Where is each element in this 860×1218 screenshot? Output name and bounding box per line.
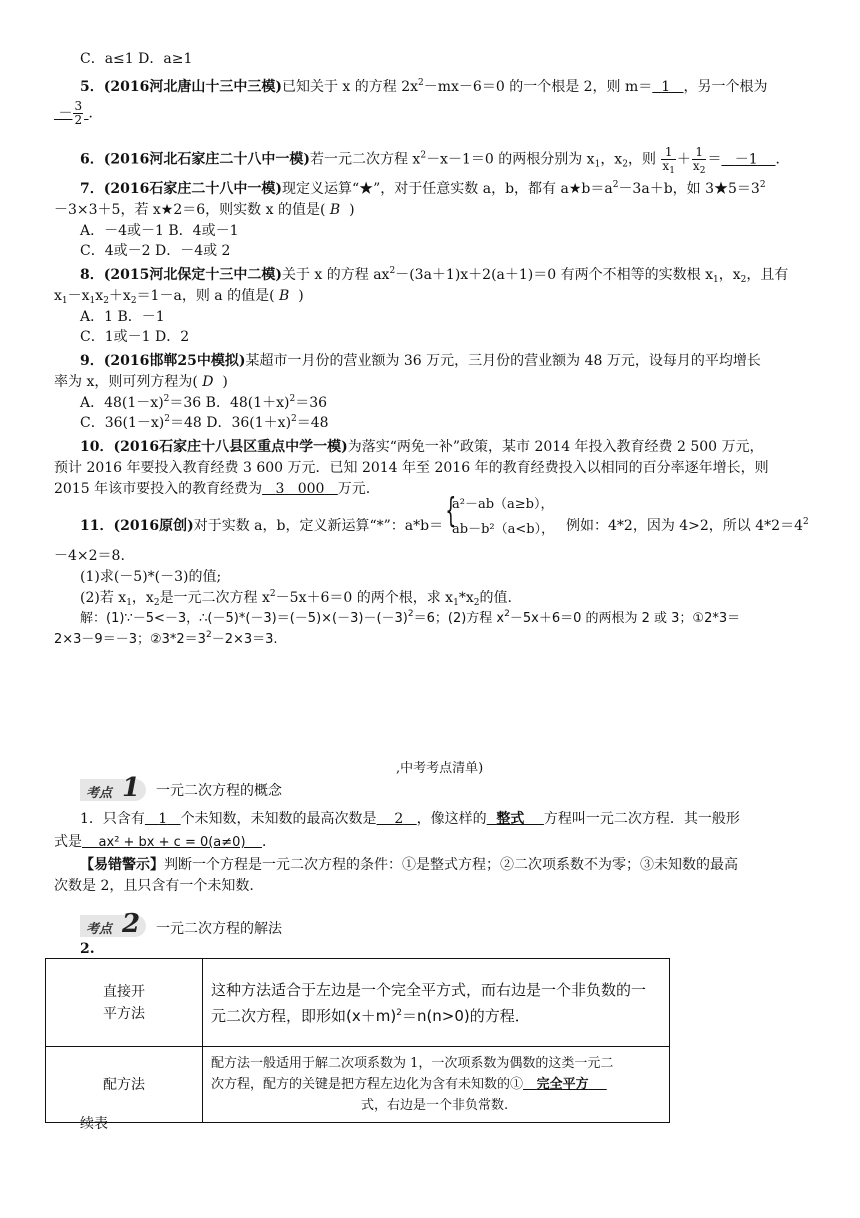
table-row bbox=[46, 959, 670, 1047]
q6-line: 6．(2016河北石家庄二十八中一模)若一元二次方程 $x^2-x-1=0$ 的两根分别为 $x_1$，$x_2$，则 $\frac{1}{x_1}$ ＋ $\frac{1}{x_2}$ ＝ －1 ． bbox=[80, 145, 790, 176]
kaodian-1-title: 一元二次方程的概念 bbox=[156, 783, 282, 799]
q10-answer: 3 000 bbox=[275, 481, 325, 497]
q11-brace: { bbox=[445, 491, 457, 531]
q11-part1: (1)求(－5)*(－3)的值; bbox=[80, 569, 222, 585]
q11-part2: (2)若 $x_1$，$x_2$是一元二次方程 $x^2-5x+6=0$ 的两个根，求 $x_1*x_2$的值. bbox=[80, 589, 512, 608]
q7-options-cd: C．4或－2 D．－4或 2 bbox=[80, 243, 231, 259]
q10-line2: 预计 2016 年要投入教育经费 3 600 万元．已知 2014 年至 2016 年的教育经费投入以相同的百分率逐年增长，则 bbox=[54, 460, 769, 476]
q5-line1: 5．(2016河北唐山十三中三模)已知关于 x 的方程 $2x^2-mx-6=0$ 的一个根是 2，则 m＝ 1 ，另一个根为 bbox=[80, 78, 768, 95]
method-name-cell: 直接开 平方法 bbox=[46, 959, 203, 1047]
kd1-line1: 1．只含有 1 个未知数，未知数的最高次数是 2 ，像这样的 整式 方程叫一元二次方程．其一般形 bbox=[80, 811, 740, 827]
q11-solution-line1: 解：(1)∵－5<－3，$\therefore(-5)*(-3)=(-5)\times(-3)-(-3)^2=6$；(2)方程 $x^2-5x+6=0$ 的两根为 2 或 3；①2*3＝ bbox=[80, 609, 741, 626]
q5-answer-m: 1 bbox=[661, 79, 671, 95]
kd1-line2: 式是 ax² + bx + c = 0(a≠0) ． bbox=[54, 834, 277, 850]
q5-answer-root: － $\frac{3}{2}$ bbox=[58, 99, 83, 127]
kaodian-2-badge: 考点 2 bbox=[80, 915, 146, 937]
q11-case2: ab－b²（a<b）， bbox=[452, 522, 555, 537]
q7-options-ab: A．－4或－1 B．4或－1 bbox=[80, 223, 239, 239]
q9-line1: 9．(2016邯郸25中模拟)某超市一月份的营业额为 36 万元，三月份的营业额为 48 万元，设每月的平均增长 bbox=[80, 353, 761, 369]
methods-table bbox=[45, 958, 670, 1123]
q8-line2: $x_1-x_1x_2+x_2=1-a$，则 a 的值是( B ) bbox=[54, 288, 304, 306]
q9-options-ab: A．$48(1-x)^2=36$ B．$48(1+x)^2=36$ bbox=[80, 394, 328, 411]
q11-solution-line2: 2×3－9＝－3；$②3*2=3^2-2\times 3=3$. bbox=[54, 630, 278, 647]
q5-line2: － $\frac{3}{2}$ ． bbox=[54, 100, 103, 134]
q10-line1: 10．(2016石家庄十八县区重点中学一模)为落实“两免一补”政策，某市 2014 年投入教育经费 2 500 万元， bbox=[80, 439, 764, 455]
q8-line1: 8．(2015河北保定十三中二模)关于 x 的方程 $ax^2-(3a+1)x+2(a+1)=0$ 有两个不相等的实数根 $x_1$，$x_2$，且有 bbox=[80, 266, 789, 285]
q7-line1: 7．(2016石家庄二十八中一模)现定义运算“★”，对于任意实数 a，b，都有 $a★b=a^2-3a+b$，如 $3★5=3^2$ bbox=[80, 180, 766, 197]
q7-line2: －3×3＋5，若 x★2＝6，则实数 x 的值是( B ) bbox=[54, 202, 355, 218]
table-row bbox=[46, 1047, 670, 1123]
section-title: ,中考考点清单) bbox=[396, 761, 484, 776]
q9-options-cd: C．$36(1-x)^2=48$ D．$36(1+x)^2=48$ bbox=[80, 414, 329, 431]
q11-line1-a: 11．(2016原创)对于实数 a，b，定义新运算“*”：a*b＝ bbox=[80, 518, 444, 534]
q11-line1-b: 例如：4*2，因为 4>2，所以 $4*2=4^2$ bbox=[566, 517, 809, 534]
kd1-warning-line2: 次数是 2，且只含有一个未知数. bbox=[54, 878, 254, 894]
kd1-warning-line1: 【易错警示】判断一个方程是一元二次方程的条件：①是整式方程；②二次项系数不为零；③未知数的最高 bbox=[80, 857, 738, 873]
q9-line2: 率为 x，则可列方程为( D ) bbox=[54, 374, 228, 390]
kaodian-2-title: 一元二次方程的解法 bbox=[156, 921, 282, 937]
q11-line2: －4×2＝8. bbox=[54, 548, 125, 564]
q10-line3: 2015 年该市要投入的教育经费为 3 000 万元. bbox=[54, 481, 371, 497]
q11-case1: a²－ab（a≥b）， bbox=[452, 497, 554, 512]
q8-options-ab: A．1 B．－1 bbox=[80, 309, 165, 325]
method-desc-cell: 配方法一般适用于解二次项系数为 1，一次项系数为偶数的这类一元二 次方程，配方的关键是把方程左边化为含有未知数的① 完全平方 式，右边是一个非负常数. bbox=[203, 1047, 670, 1123]
kd2-item-number: 2. bbox=[80, 941, 95, 957]
method-name-cell: 配方法 bbox=[46, 1047, 203, 1123]
kaodian-1-badge: 考点 1 bbox=[80, 779, 146, 801]
q4-options: C．a≤1 D．a≥1 bbox=[80, 51, 193, 67]
q8-options-cd: C．1或－1 D．2 bbox=[80, 329, 190, 345]
q9-answer: D bbox=[202, 374, 214, 390]
q8-answer: B bbox=[279, 288, 290, 304]
q6-answer: －1 bbox=[734, 151, 758, 168]
q7-answer: B bbox=[329, 202, 341, 218]
continued-label: 续表 bbox=[80, 1116, 108, 1132]
method-desc-cell: 这种方法适合于左边是一个完全平方式，而右边是一个非负数的一 元二次方程，即形如$(x+m)^2=n(n>0)$的方程． bbox=[203, 959, 670, 1047]
